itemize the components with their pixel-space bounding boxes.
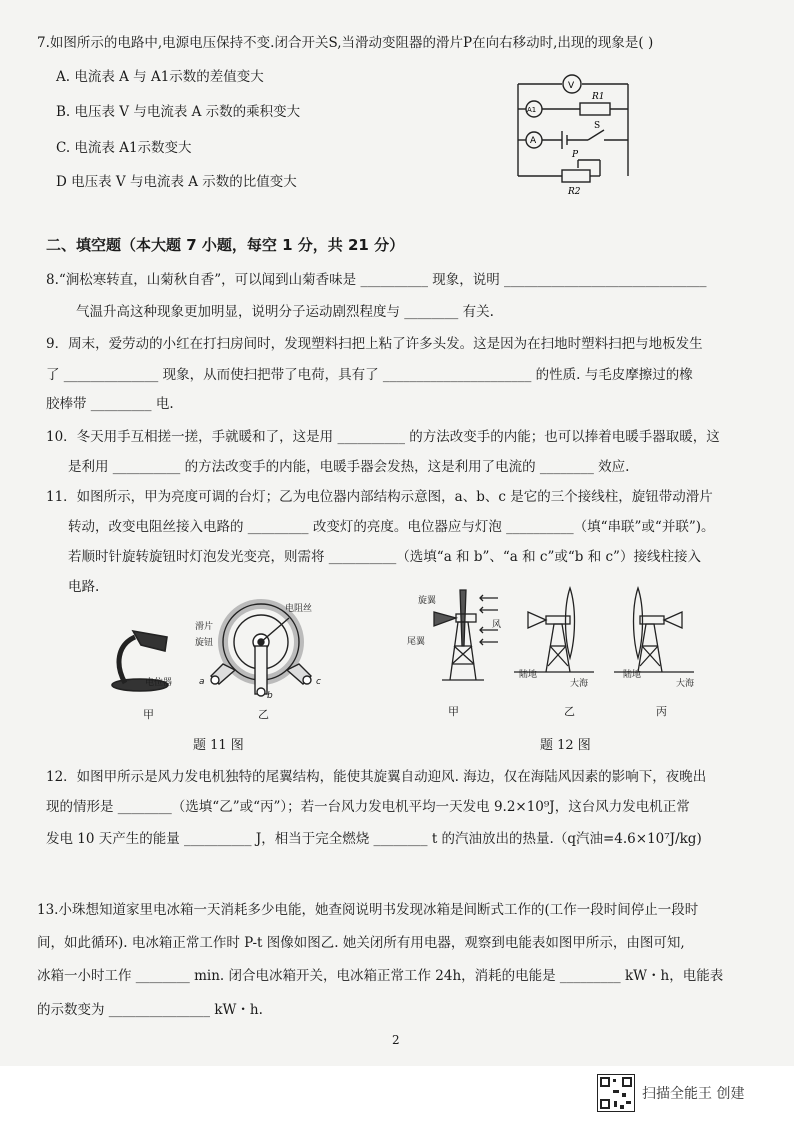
q12-line-1: 12．如图甲所示是风力发电机独特的尾翼结构，能使其旋翼自动迎风. 海边，仅在海陆风因素的影响下，夜晚出 <box>46 769 707 785</box>
fig11-label-knob: 旋钮 <box>195 638 214 648</box>
q8-line-1: 8.“涧松寒转直，山菊秋自香”，可以闻到山菊香味是 __________ 现象，说明 ______________________________ <box>46 272 707 288</box>
fig12-label-tail: 尾翼 <box>407 637 426 647</box>
fig12-caption: 题 12 图 <box>540 738 591 753</box>
q13-line-3: 冰箱一小时工作 ________ min. 闭合电冰箱开关，电冰箱正常工作 24h，消耗的电能是 _________ kW・h，电能表 <box>37 968 724 984</box>
q8-line-2: 气温升高这种现象更加明显，说明分子运动剧烈程度与 ________ 有关. <box>76 304 494 320</box>
fig11-label-slider: 滑片 <box>195 622 214 632</box>
q10-line-2: 是利用 __________ 的方法改变手的内能，电暖手器会发热，这是利用了电流的 ________ 效应. <box>68 459 630 475</box>
circuit-label-s: S <box>594 121 601 131</box>
q11-line-1: 11．如图所示，甲为亮度可调的台灯；乙为电位器内部结构示意图，a、b、c 是它的三个接线柱，旋钮带动滑片 <box>46 489 713 505</box>
q12-line-2: 现的情形是 ________（选填“乙”或“丙”）；若一台风力发电机平均一天发电 9.2×10⁹J，这台风力发电机正常 <box>46 799 690 815</box>
fig12-label-blade: 旋翼 <box>418 596 437 606</box>
circuit-label-v: V <box>568 81 575 91</box>
q11-line-4: 电路. <box>68 579 100 595</box>
fig11-label-potentiometer: 电位器 <box>145 678 173 688</box>
q11-line-2: 转动，改变电阻丝接入电路的 _________ 改变灯的亮度。电位器应与灯泡 __________（填“串联”或“并联”)。 <box>68 519 715 535</box>
q7-stem: 7.如图所示的电路中,电源电压保持不变.闭合开关S,当滑动变阻器的滑片P在向右移动时,出现的现象是( ) <box>37 35 654 51</box>
fig12-label-wind: 风 <box>492 620 502 630</box>
circuit-label-a1: A1 <box>527 106 537 114</box>
q7-option-c: C. 电流表 A1示数变大 <box>56 140 192 156</box>
fig11-label-b: b <box>267 691 273 701</box>
fig12-label-land-yi: 陆地 <box>519 670 538 680</box>
q7-option-b: B. 电压表 V 与电流表 A 示数的乘积变大 <box>56 104 301 120</box>
qr-code-icon <box>597 1074 635 1112</box>
scanner-brand-text: 扫描全能王 创建 <box>642 1086 745 1102</box>
fig12-label-land-bing: 陆地 <box>623 670 642 680</box>
fig12-sub-bing: 丙 <box>656 705 667 718</box>
fig11-label-c: c <box>316 677 321 687</box>
q9-line-1: 9．周末，爱劳动的小红在打扫房间时，发现塑料扫把上粘了许多头发。这是因为在扫地时塑料扫把与地板发生 <box>46 336 703 352</box>
circuit-label-r1: R1 <box>592 92 605 102</box>
section-heading: 二、填空题（本大题 7 小题，每空 1 分，共 21 分） <box>46 236 405 254</box>
q7-option-d: D 电压表 V 与电流表 A 示数的比值变大 <box>56 174 297 190</box>
q13-line-2: 间，如此循环). 电冰箱正常工作时 P-t 图像如图乙. 她关闭所有用电器，观察到电能表如图甲所示，由图可知, <box>37 935 685 951</box>
circuit-label-r2: R2 <box>568 187 581 197</box>
circuit-label-a: A <box>530 136 537 146</box>
fig11-sub-yi: 乙 <box>258 708 269 721</box>
q7-circuit-diagram <box>510 68 635 198</box>
fig11-caption: 题 11 图 <box>193 738 244 753</box>
fig12-sub-yi: 乙 <box>564 705 575 718</box>
q12-line-3: 发电 10 天产生的能量 __________ J，相当于完全燃烧 ________ t 的汽油放出的热量.（q汽油=4.6×10⁷J/kg) <box>46 831 702 847</box>
q13-line-1: 13.小珠想知道家里电冰箱一天消耗多少电能，她查阅说明书发现冰箱是间断式工作的(工作一段时间停止一段时 <box>37 902 699 918</box>
fig12-label-sea-bing: 大海 <box>676 679 695 689</box>
page-number: 2 <box>392 1033 400 1047</box>
q9-line-2: 了 ______________ 现象，从而使扫把带了电荷，具有了 ______________________ 的性质. 与毛皮摩擦过的橡 <box>46 367 693 383</box>
q7-option-a: A. 电流表 A 与 A1示数的差值变大 <box>56 69 264 85</box>
fig12-sub-jia: 甲 <box>448 705 459 718</box>
fig11-label-resistance-wire: 电阻丝 <box>285 604 313 614</box>
circuit-label-p: P <box>572 150 579 160</box>
fig11-label-a: a <box>199 677 205 687</box>
q9-line-3: 胶棒带 _________ 电. <box>46 396 174 412</box>
q13-line-4: 的示数变为 _______________ kW・h. <box>37 1002 263 1018</box>
fig11-sub-jia: 甲 <box>143 708 154 721</box>
fig12-label-sea-yi: 大海 <box>570 679 589 689</box>
q11-line-3: 若顺时针旋转旋钮时灯泡发光变亮，则需将 __________（选填“a 和 b”、“a 和 c”或“b 和 c”）接线柱接入 <box>68 549 701 565</box>
q10-line-1: 10．冬天用手互相搓一搓，手就暖和了，这是用 __________ 的方法改变手的内能；也可以捧着电暖手器取暖，这 <box>46 429 720 445</box>
